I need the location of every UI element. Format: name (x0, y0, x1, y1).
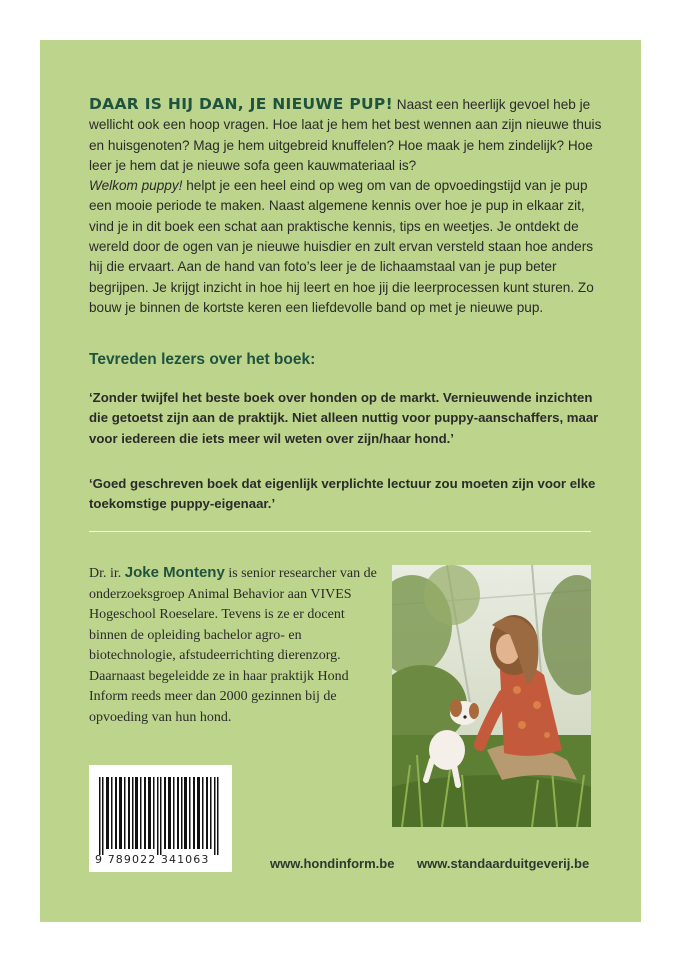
reviews-heading: Tevreden lezers over het boek: (89, 351, 316, 368)
section-divider (89, 531, 591, 532)
review-quote-1: ‘Zonder twijfel het beste boek over honden op de markt. Vernieuwende inzichten die getoetst zijn aan de praktijk. Niet alleen nuttig voor puppy-aanschaffers, maar voor iedereen die iets meer wil weten over zijn/haar hond.’ (89, 390, 599, 446)
author-photo (392, 565, 591, 827)
author-bio (89, 563, 379, 728)
author-bio-text: is senior researcher van de onderzoeksgroep Animal Behavior aan VIVES Hogeschool Roeselare. Tevens is ze er docent binnen de opleiding bachelor agro- en biotechnologie, afstudeerrichting dierenzorg. Daarnaast begeleidde ze in haar praktijk Hond Inform reeds meer dan 2000 gezinnen bij de opvoeding van hun hond. (89, 566, 377, 725)
blurb-body: helpt je een heel eind op weg om van de opvoedingstijd van je pup een mooie periode te maken. Naast algemene kennis over hoe je pup in elkaar zit, vind je in dit boek een schat aan praktische kennis, tips en weetjes. Je ontdekt de wereld door de ogen van je nieuwe huisdier en zult ervan versteld staan hoe anders hij die ervaart. Aan de hand van foto’s leer je de lichaamstaal van je pup beter begrijpen. Je krijgt inzicht in hoe hij leert en hoe jij die leerprocessen kunt sturen. Zo bouw je binnen de kortste keren een liefdevolle band op met je nieuwe pup. (89, 178, 594, 315)
blurb-intro: Naast een heerlijk gevoel heb je wellicht ook een hoop vragen. Hoe laat je hem het best wennen aan zijn nieuwe thuis en huisgenoten? Mag je hem uitgebreid knuffelen? Hoe maak je hem zindelijk? Hoe leer je hem dat je nieuwe sofa geen kauwmateriaal is? (89, 97, 602, 173)
blurb-lead: DAAR IS HIJ DAN, JE NIEUWE PUP! (89, 95, 393, 113)
author-name: Joke Monteny (124, 564, 225, 581)
book-title: Welkom puppy! (89, 178, 183, 194)
review-quote-2: ‘Goed geschreven boek dat eigenlijk verplichte lectuur zou moeten zijn voor elke toekomstige puppy-eigenaar.’ (89, 476, 596, 512)
blurb-text (89, 94, 609, 318)
website-standaarduitgeverij: www.standaarduitgeverij.be (417, 856, 590, 871)
author-prefix: Dr. ir. (89, 566, 125, 581)
isbn-number: 9 789022 341063 (95, 853, 210, 866)
website-hondinform: www.hondinform.be (270, 856, 395, 871)
author-photo-illustration (392, 565, 591, 827)
